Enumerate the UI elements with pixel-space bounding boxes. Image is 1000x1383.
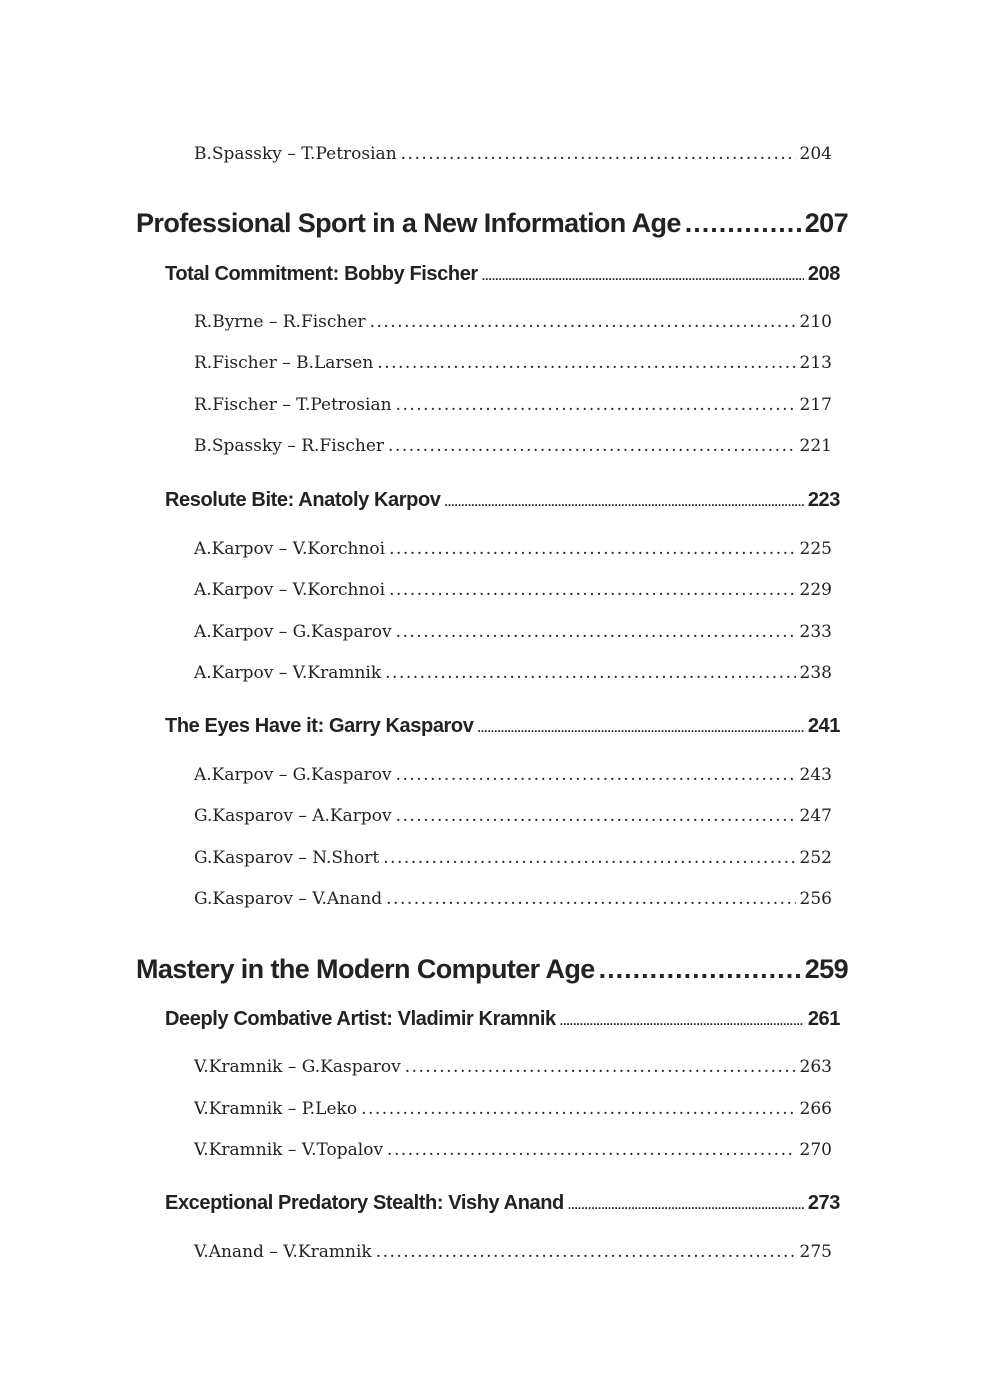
dot-leader xyxy=(361,1099,795,1119)
page-number: 247 xyxy=(799,806,832,826)
page-number: 204 xyxy=(799,144,832,164)
page-number: 221 xyxy=(799,436,832,456)
page-number: 256 xyxy=(799,889,832,909)
dot-leader xyxy=(477,721,803,735)
page-number: 229 xyxy=(799,580,832,600)
entry-title: A.Karpov – G.Kasparov xyxy=(194,765,392,785)
dot-leader xyxy=(482,269,804,283)
entry-title: V.Kramnik – V.Topalov xyxy=(194,1140,384,1160)
entry-title: B.Spassky – T.Petrosian xyxy=(194,144,397,164)
dot-leader xyxy=(568,1198,804,1212)
chapter-title: Resolute Bite: Anatoly Karpov xyxy=(165,489,441,511)
page-number: 217 xyxy=(799,395,832,415)
entry-title: V.Kramnik – G.Kasparov xyxy=(194,1057,401,1077)
entry-title: G.Kasparov – A.Karpov xyxy=(194,806,392,826)
toc-entry-game xyxy=(194,1242,832,1262)
toc-entry-game xyxy=(194,1099,832,1119)
toc-entry-game xyxy=(194,312,832,332)
toc-entry-game xyxy=(194,395,832,415)
entry-title: V.Anand – V.Kramnik xyxy=(194,1242,372,1262)
toc-entry-game xyxy=(194,848,832,868)
toc-entry-game xyxy=(194,663,832,683)
page-number: 238 xyxy=(799,663,832,683)
toc-entry-part xyxy=(136,208,848,239)
dot-leader xyxy=(396,806,796,826)
toc-entry-game xyxy=(194,889,832,909)
page-number: 259 xyxy=(804,954,848,984)
toc-entry-game xyxy=(194,580,832,600)
chapter-title: Exceptional Predatory Stealth: Vishy Anand xyxy=(165,1192,564,1214)
part-title: Professional Sport in a New Information Age xyxy=(136,208,681,238)
dot-leader xyxy=(388,436,796,456)
toc-entry-chapter xyxy=(165,1192,840,1215)
dot-leader xyxy=(377,353,795,373)
toc-entry-part xyxy=(136,954,848,985)
part-title: Mastery in the Modern Computer Age xyxy=(136,954,595,984)
dot-leader xyxy=(396,395,796,415)
dot-leader xyxy=(387,1140,796,1160)
toc-entry-chapter xyxy=(165,489,840,512)
page-number: 273 xyxy=(807,1192,840,1214)
page-number: 208 xyxy=(807,263,840,285)
entry-title: G.Kasparov – V.Anand xyxy=(194,889,383,909)
page-number: 233 xyxy=(799,622,832,642)
page-number: 252 xyxy=(799,848,832,868)
dot-leader xyxy=(560,1014,804,1028)
dot-leader xyxy=(396,622,796,642)
chapter-title: The Eyes Have it: Garry Kasparov xyxy=(165,715,474,737)
dot-leader xyxy=(389,580,795,600)
entry-title: A.Karpov – V.Kramnik xyxy=(194,663,382,683)
dot-leader xyxy=(376,1242,796,1262)
entry-title: V.Kramnik – P.Leko xyxy=(194,1099,358,1119)
toc-entry-game xyxy=(194,765,832,785)
page-number: 225 xyxy=(799,539,832,559)
dot-leader xyxy=(389,539,795,559)
dot-leader xyxy=(383,848,795,868)
entry-title: A.Karpov – V.Korchnoi xyxy=(194,539,386,559)
toc-entry-game xyxy=(194,539,832,559)
page-number: 270 xyxy=(799,1140,832,1160)
dot-leader xyxy=(396,765,796,785)
page-number: 263 xyxy=(799,1057,832,1077)
chapter-title: Total Commitment: Bobby Fischer xyxy=(165,263,478,285)
page-number: 210 xyxy=(799,312,832,332)
entry-title: G.Kasparov – N.Short xyxy=(194,848,380,868)
toc-entry-game xyxy=(194,353,832,373)
entry-title: A.Karpov – G.Kasparov xyxy=(194,622,392,642)
toc-entry-game xyxy=(194,436,832,456)
dot-leader xyxy=(401,144,796,164)
page-number: 213 xyxy=(799,353,832,373)
page-number: 266 xyxy=(799,1099,832,1119)
page-number: 275 xyxy=(799,1242,832,1262)
page-number: 207 xyxy=(804,208,848,238)
entry-title: R.Byrne – R.Fischer xyxy=(194,312,366,332)
toc-entry-chapter xyxy=(165,715,840,738)
toc-entry-game xyxy=(194,1140,832,1160)
dot-leader xyxy=(386,889,795,909)
toc-entry-game xyxy=(194,144,832,164)
page-number: 243 xyxy=(799,765,832,785)
entry-title: R.Fischer – T.Petrosian xyxy=(194,395,392,415)
entry-title: A.Karpov – V.Korchnoi xyxy=(194,580,386,600)
page-number: 223 xyxy=(807,489,840,511)
toc-entry-game xyxy=(194,622,832,642)
dot-leader xyxy=(370,312,796,332)
entry-title: R.Fischer – B.Larsen xyxy=(194,353,374,373)
toc-entry-chapter xyxy=(165,1008,840,1031)
toc-entry-game xyxy=(194,806,832,826)
dot-leader xyxy=(385,663,795,683)
page-number: 241 xyxy=(807,715,840,737)
chapter-title: Deeply Combative Artist: Vladimir Kramnik xyxy=(165,1008,556,1030)
toc-entry-game xyxy=(194,1057,832,1077)
dot-leader xyxy=(405,1057,796,1077)
dot-leader xyxy=(685,208,801,239)
page-number: 261 xyxy=(807,1008,840,1030)
dot-leader xyxy=(599,954,801,985)
entry-title: B.Spassky – R.Fischer xyxy=(194,436,385,456)
toc-entry-chapter xyxy=(165,263,840,286)
dot-leader xyxy=(444,495,803,509)
